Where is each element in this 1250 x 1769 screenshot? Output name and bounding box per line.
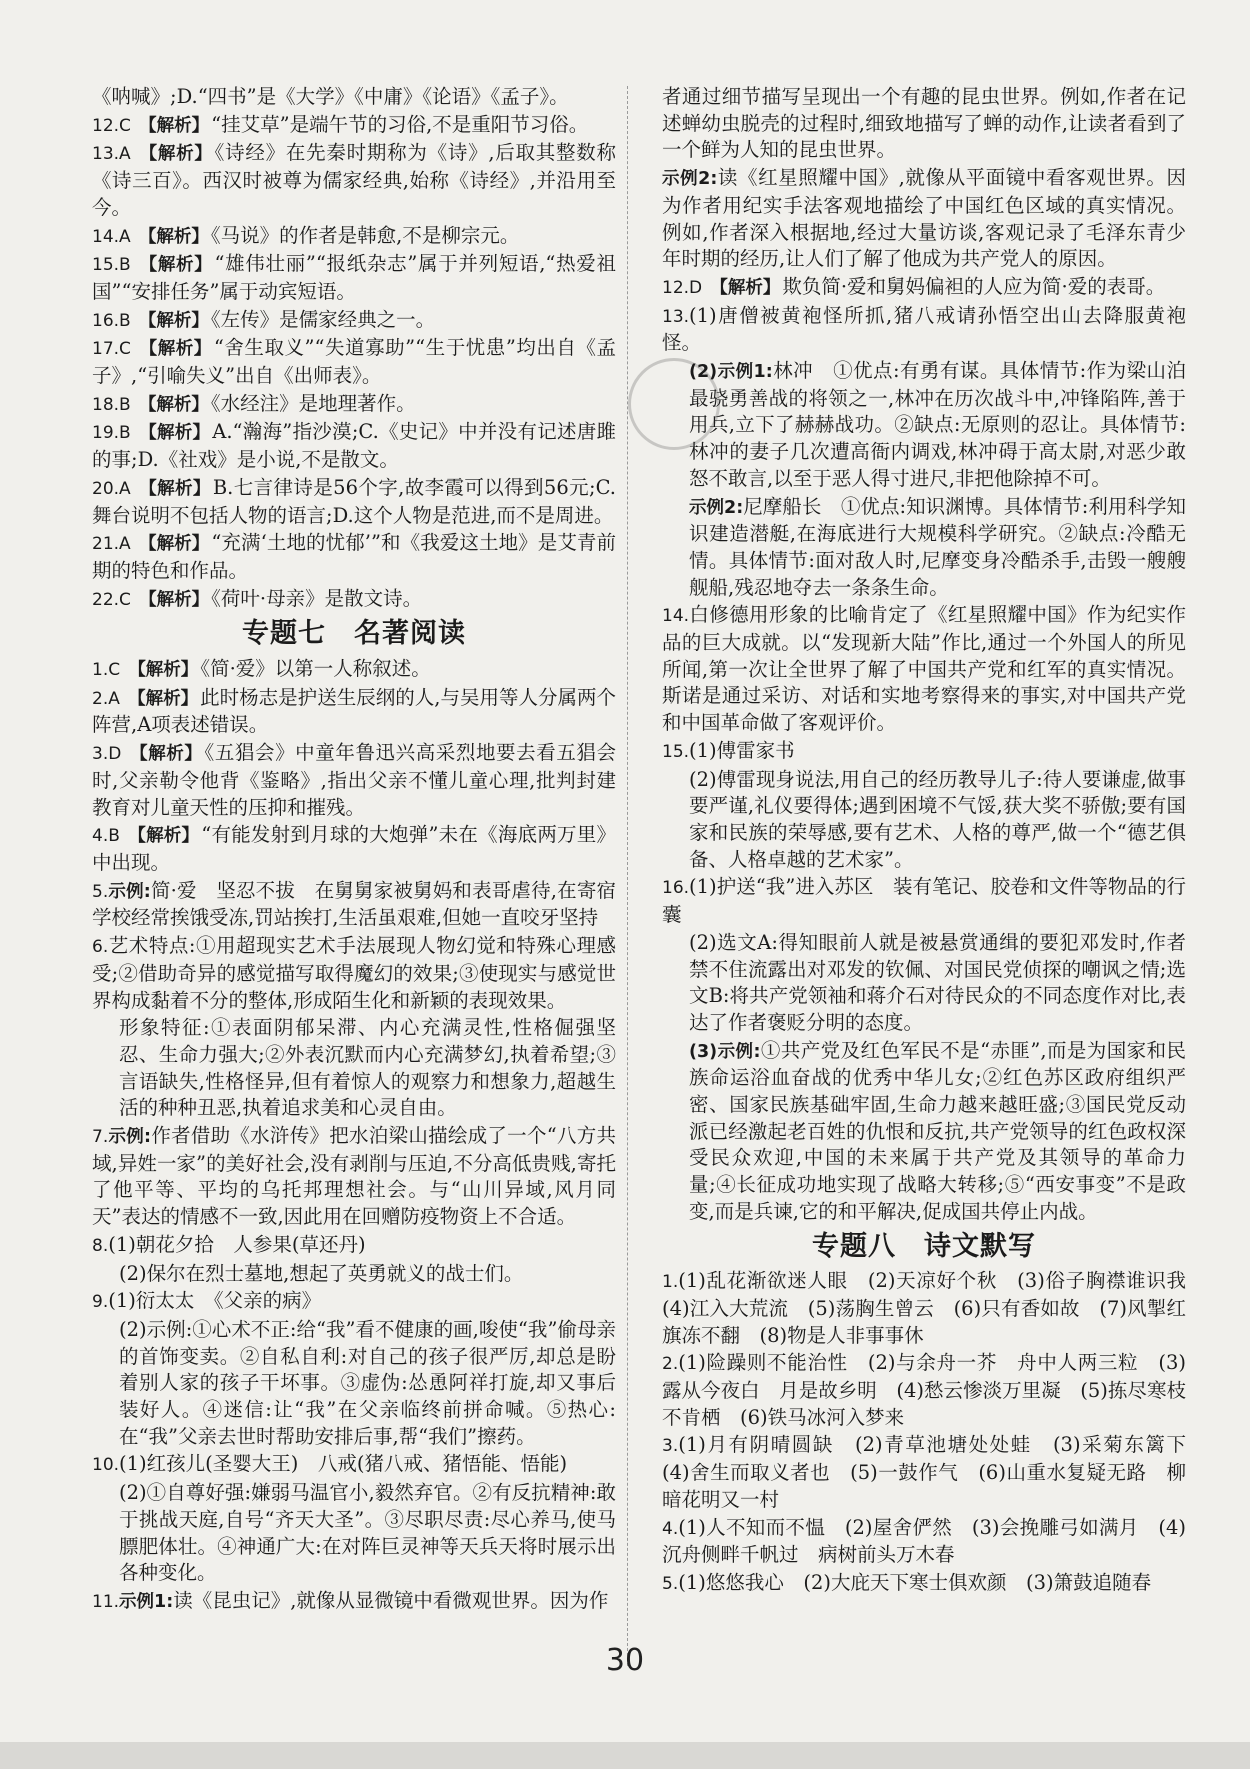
s8-entry-4: 4.(1)人不知而不愠 (2)屋舍俨然 (3)会挽雕弓如满月 (4)沉舟侧畔千帆过 病树前头万木春	[662, 1515, 1186, 1567]
entry-20: 20.A 【解析】 B.七言律诗是56个字,故李霞可以得到56元;C.舞台说明不包括人物的语言;D.这个人物是范进,而不是周进。	[92, 475, 616, 527]
s7-entry-16: 16.(1)护送“我”进入苏区 装有笔记、胶卷和文件等物品的行囊	[662, 875, 1186, 927]
entry-18: 18.B 【解析】 《水经注》是地理著作。	[92, 391, 416, 415]
right-column	[662, 84, 1206, 1599]
entry-22: 22.C 【解析】 《荷叶·母亲》是散文诗。	[92, 586, 423, 610]
s7-entry-8: 8.(1)朝花夕拾 人参果(草还丹)	[92, 1232, 366, 1256]
s7-entry-6: 6.艺术特点:①用超现实艺术手法展现人物幻觉和特殊心理感受;②借助奇异的感觉描写取得魔幻的效果;③使现实与感觉世界构成黏着不分的整体,形成陌生化和新颖的表现效果。	[92, 934, 616, 1012]
s7-entry-14: 14.白修德用形象的比喻肯定了《红星照耀中国》作为纪实作品的巨大成就。以“发现新大陆”作比,通过一个外国人的所见所闻,第一次让全世界了解了中国共产党和红军的真实情况。斯诺是通过采访、对话和实地考察得来的事实,对中国共产党和中国革命做了客观评价。	[662, 603, 1186, 735]
s7-entry-8-part-2: (2)保尔在烈士墓地,想起了英勇就义的战士们。	[119, 1261, 524, 1285]
entry-12: 12.C 【解析】 “挂艾草”是端午节的习俗,不是重阳节习俗。	[92, 112, 589, 136]
s8-entry-3: 3.(1)月有阴晴圆缺 (2)青草池塘处处蛙 (3)采菊东篱下 (4)舍生而取义者也 (5)一鼓作气 (6)山重水复疑无路 柳暗花明又一村	[662, 1433, 1206, 1511]
s7-entry-15: 15.(1)傅雷家书	[662, 738, 795, 762]
s7-entry-16-part-2: (2)选文A:得知眼前人就是被悬赏通缉的要犯邓发时,作者禁不住流露出对邓发的钦佩、对国民党侦探的嘲讽之情;选文B:将共产党领袖和蒋介石对待民众的不同态度作对比,表达了作者褒贬分明的态度。	[689, 930, 1186, 1034]
s7-entry-10-part-2: (2)①自尊好强:嫌弱马温官小,毅然弃官。②有反抗精神:敢于挑战天庭,自号“齐天大圣”。③尽职尽责:尽心养马,使马膘肥体壮。④神通广大:在对阵巨灵神等天兵天将时展示出各种变化。	[119, 1481, 616, 1585]
s8-entry-5: 5.(1)悠悠我心 (2)大庇天下寒士俱欢颜 (3)箫鼓追随春	[662, 1570, 1152, 1594]
page-number: 30	[605, 1643, 645, 1678]
s7-entry-5: 5.示例:简·爱 坚忍不拔 在舅舅家被舅妈和表哥虐待,在寄宿学校经常挨饿受冻,罚站挨打,生活虽艰难,但她一直咬牙坚持	[92, 878, 617, 930]
entry-13: 13.A 【解析】 《诗经》在先秦时期称为《诗》,后取其整数称《诗三百》。西汉时被尊为儒家经典,始称《诗经》,并沿用至今。	[92, 141, 617, 219]
left-column	[92, 84, 616, 1617]
entry-21: 21.A 【解析】 “充满‘土地的忧郁’”和《我爱这土地》是艾青前期的特色和作品。	[92, 531, 617, 582]
s7-entry-11-continued: 者通过细节描写呈现出一个有趣的昆虫世界。例如,作者在记述蝉幼虫脱壳的过程时,细致地描写了蝉的动作,让读者看到了一个鲜为人知的昆虫世界。	[662, 85, 1186, 162]
entry-14: 14.A 【解析】 《马说》的作者是韩愈,不是柳宗元。	[92, 223, 520, 247]
entry-16: 16.B 【解析】 《左传》是儒家经典之一。	[92, 307, 436, 331]
s7-entry-11: 11.示例1:读《昆虫记》,就像从显微镜中看微观世界。因为作	[92, 1588, 609, 1612]
s7-entry-12: 12.D 【解析】 欺负简·爱和舅妈偏袒的人应为简·爱的表哥。	[662, 274, 1166, 298]
s8-entry-2: 2.(1)险躁则不能治性 (2)与余舟一芥 舟中人两三粒 (3)露从今夜白 月是故乡明 (4)愁云惨淡万里凝 (5)拣尽寒枝不肯栖 (6)铁马冰河入梦来	[662, 1351, 1186, 1429]
s7-entry-9-part-2: (2)示例:①心术不正:给“我”看不健康的画,唆使“我”偷母亲的首饰变卖。②自私自利:对自己的孩子很严厉,却总是盼着别人家的孩子干坏事。③虚伪:怂恿阿祥打旋,却又事后装好人。④迷信:让“我”在父亲临终前拼命喊。⑤热心:在“我”父亲去世时帮助安排后事,帮“我们”擦药。	[119, 1317, 616, 1448]
s7-entry-16-part-3: (3)示例:①共产党及红色军民不是“赤匪”,而是为国家和民族命运浴血奋战的优秀中华儿女;②红色苏区政府组织严密、国家民族基础牢固,生命力越来越旺盛;③国民党反动派已经激起老百姓的仇恨和反抗,共产党领导的红色政权深受民众欢迎,中国的未来属于共产党及其领导的革命力量;④长征成功地实现了战略大转移;⑤“西安事变”不是政变,而是兵谏,它的和平解决,促成国共停止内战。	[689, 1038, 1187, 1223]
s7-entry-7: 7.示例:作者借助《水浒传》把水泊梁山描绘成了一个“八方共域,异姓一家”的美好社会,没有剥削与压迫,不分高低贵贱,寄托了他平等、平均的乌托邦理想社会。与“山川异域,风月同天”表达的情感不一致,因此用在回赠防疫物资上不合适。	[92, 1124, 616, 1229]
s7-entry-13-part-2: (2)示例1:林冲 ①优点:有勇有谋。具体情节:作为梁山泊最骁勇善战的将领之一,林冲在历次战斗中,冲锋陷阵,善于用兵,立下了赫赫战功。②缺点:无原则的忍让。具体情节:林冲的妻子几次遭高衙内调戏,林冲碍于高太尉,对恶少敢怒不敢言,以至于恶人得寸进尺,非把他除掉不可。	[689, 359, 1186, 490]
s8-entry-1: 1.(1)乱花渐欲迷人眼 (2)天凉好个秋 (3)俗子胸襟谁识我 (4)江入大荒流 (5)荡胸生曾云 (6)只有香如故 (7)风掣红旗冻不翻 (8)物是人非事事休	[662, 1269, 1206, 1347]
column-divider	[627, 86, 628, 1666]
s7-entry-10: 10.(1)红孩儿(圣婴大王) 八戒(猪八戒、猪悟能、悟能)	[92, 1452, 568, 1476]
entry-15: 15.B 【解析】 “雄伟壮丽”“报纸杂志”属于并列短语,“热爱祖国”“安排任务”属于动宾短语。	[92, 252, 617, 303]
s7-entry-1: 1.C 【解析】 《简·爱》以第一人称叙述。	[92, 657, 431, 681]
section-title-7: 专题七 名著阅读	[242, 618, 466, 650]
footer-band	[0, 1742, 1250, 1769]
s7-entry-9: 9.(1)衍太太 《父亲的病》	[92, 1289, 322, 1313]
s7-entry-4: 4.B 【解析】 “有能发射到月球的大炮弹”未在《海底两万里》中出现。	[92, 823, 616, 874]
s7-entry-6-part-2: 形象特征:①表面阴郁呆滞、内心充满灵性,性格倔强坚忍、生命力强大;②外表沉默而内心充满梦幻,执着希望;③言语缺失,性格怪异,但有着惊人的观察力和想象力,超越生活的种种丑恶,执着追求美和心灵自由。	[119, 1016, 616, 1120]
s7-entry-2: 2.A 【解析】 此时杨志是护送生辰纲的人,与吴用等人分属两个阵营,A项表述错误。	[92, 685, 617, 737]
s7-entry-3: 3.D 【解析】 《五猖会》中童年鲁迅兴高采烈地要去看五猖会时,父亲勒令他背《鉴略》,指出父亲不懂儿童心理,批判封建教育对儿童天性的压抑和摧残。	[92, 741, 616, 819]
s7-entry-15-part-2: (2)傅雷现身说法,用自己的经历教导儿子:待人要谦虚,做事要严谨,礼仪要得体;遇到困境不气馁,获大奖不骄傲;要有国家和民族的荣辱感,要有艺术、人格的尊严,做一个“德艺俱备、人格卓越的艺术家”。	[689, 767, 1186, 871]
entry-17: 17.C 【解析】 “舍生取义”“失道寡助”“生于忧患”均出自《孟子》,“引喻失义”出自《出师表》。	[92, 336, 616, 388]
s7-entry-11-example-2: 示例2:读《红星照耀中国》,就像从平面镜中看客观世界。因为作者用纪实手法客观地描绘了中国红色区域的真实情况。例如,作者深入根据地,经过大量访谈,客观记录了毛泽东青少年时期的经历,让人们了解了他成为共产党人的原因。	[662, 166, 1186, 271]
s7-entry-13: 13.(1)唐僧被黄袍怪所抓,猪八戒请孙悟空出山去降服黄袍怪。	[662, 303, 1186, 355]
section-title-8: 专题八 诗文默写	[812, 1230, 1036, 1262]
entry-11-continued: 《呐喊》;D.“四书”是《大学》《中庸》《论语》《孟子》。	[92, 85, 569, 108]
entry-19: 19.B 【解析】 A.“瀚海”指沙漠;C.《史记》中并没有记述唐雎的事;D.《社戏》是小说,不是散文。	[92, 420, 616, 472]
s7-entry-13-part-3: 示例2:尼摩船长 ①优点:知识渊博。具体情节:利用科学知识建造潜艇,在海底进行大规模科学研究。②缺点:冷酷无情。具体情节:面对敌人时,尼摩变身冷酷杀手,击毁一艘艘舰船,残忍地夺去一条条生命。	[689, 494, 1186, 599]
